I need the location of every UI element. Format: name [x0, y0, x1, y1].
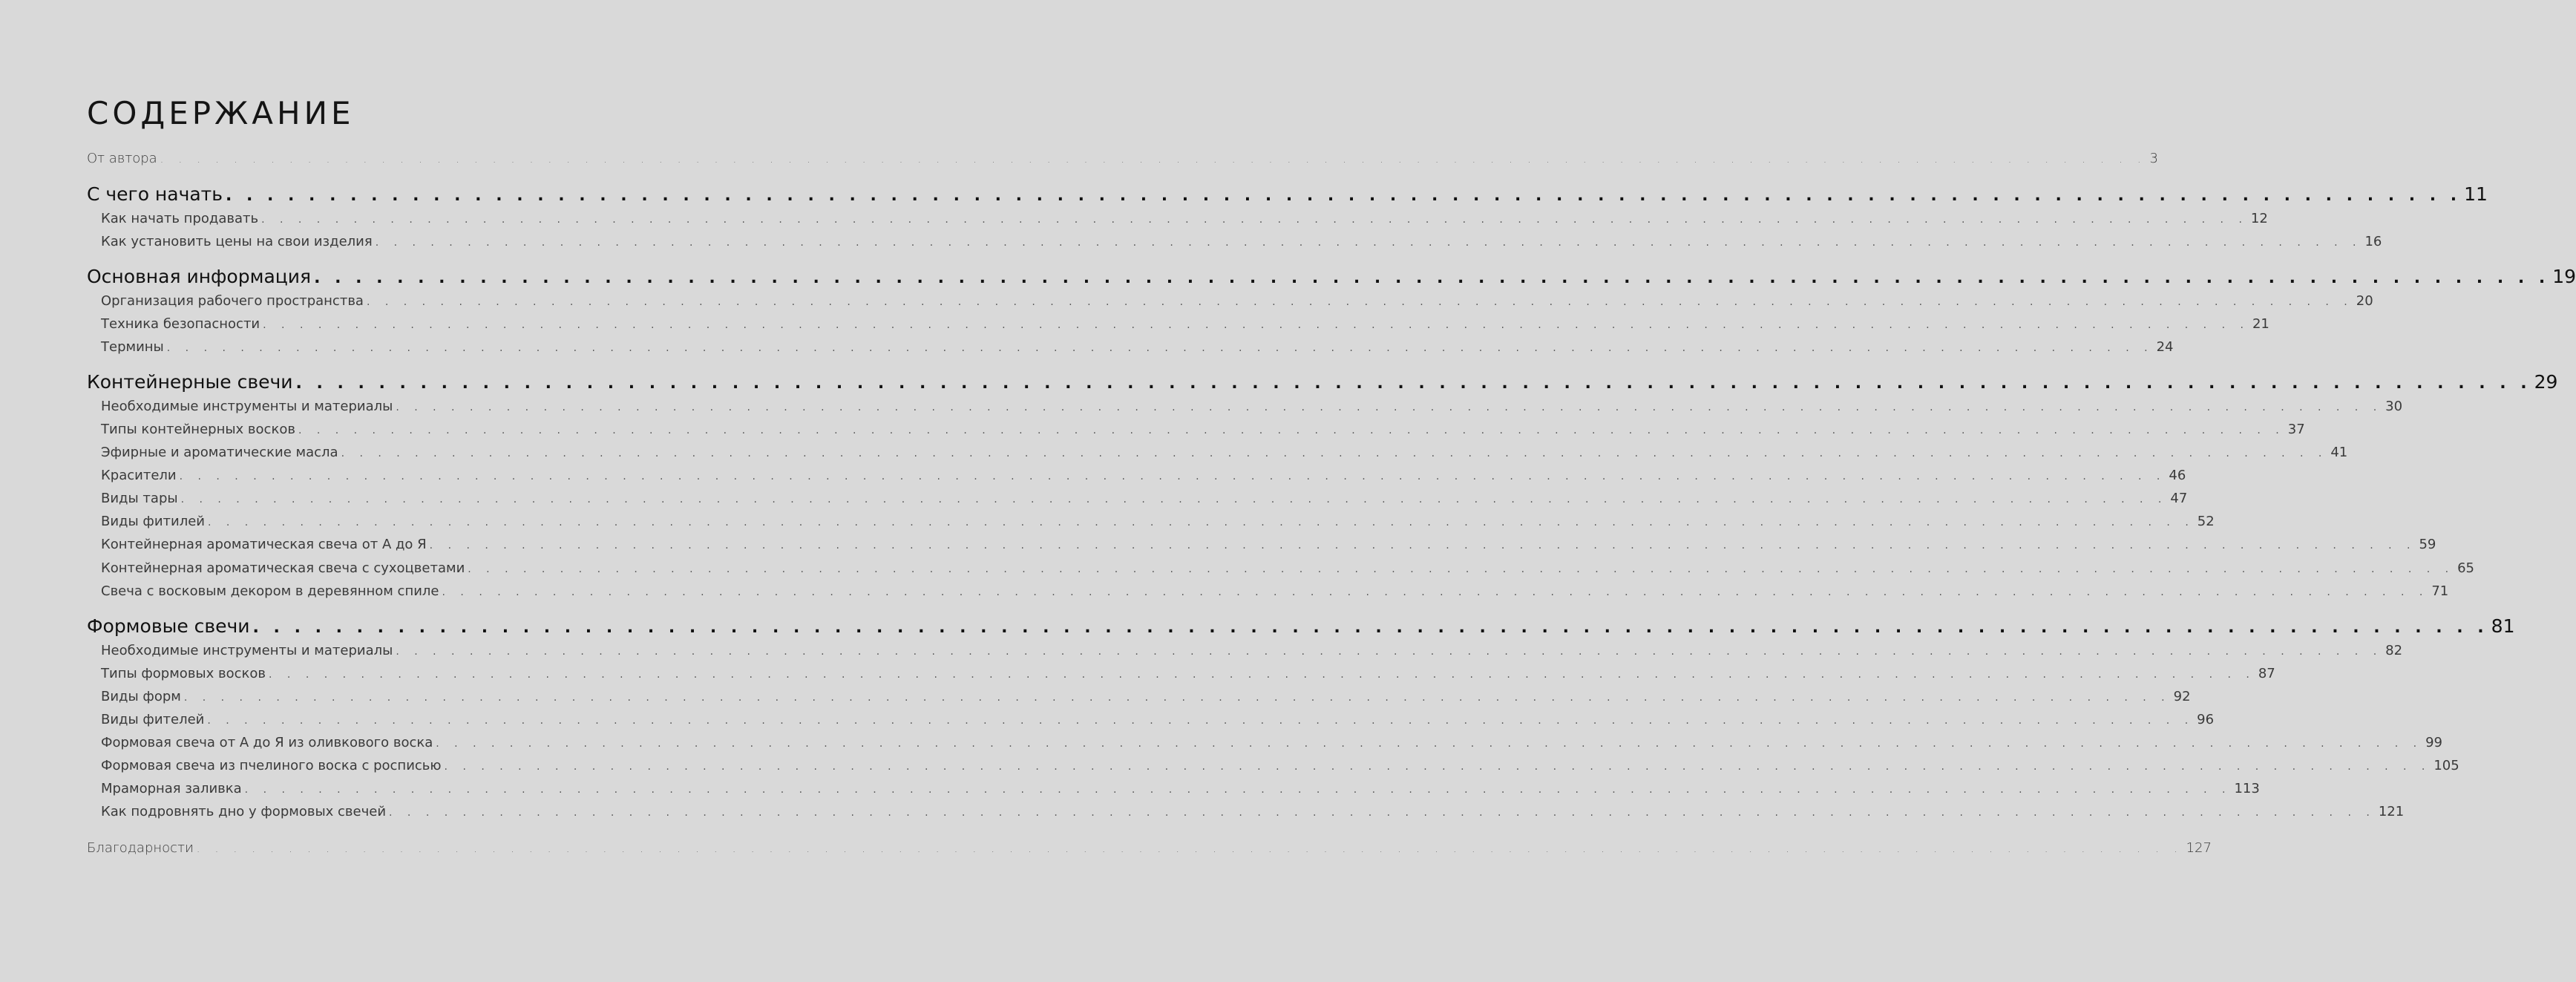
leader-dots: . . . . . . . . . . . . . . . . . . . . . . . . . . . . . . . . . . . . . . . . . . . . . . . . . . . . . . . . . . . . . . . . . . . . . . . . . . . . . . . . . . . . . . . . . . . . . . . . . . . . . . . . . . . . — [389, 807, 2376, 819]
toc-entry-acknowledgements[interactable] — [87, 840, 2212, 856]
entry-title: Типы формовых восков — [101, 666, 266, 681]
toc-entry[interactable] — [101, 712, 2215, 727]
entry-title: Формовая свеча от А до Я из оливкового воска — [101, 735, 433, 750]
entry-title: Виды фитилей — [101, 514, 205, 529]
leader-dots: . . . . . . . . . . . . . . . . . . . . . . . . . . . . . . . . . . . . . . . . . . . . . . . . . . . . . . . . . . . . . . . . . . . . . . . . . . . . . . . . . . . . . . . . . . . . . . . . . . . . . . . . . . . . — [183, 692, 2171, 704]
leader-dots: . . . . . . . . . . . . . . . . . . . . . . . . . . . . . . . . . . . . . . . . . . . . . . . . . . . . . . . . . . . . . . . . . . . . . . . . . . . . . . . . . . . . . . . . . . . . . . . . . . . . . . . . . . . . — [429, 540, 2416, 551]
entry-page: 11 — [2464, 183, 2488, 205]
entry-title: Типы контейнерных восков — [101, 422, 295, 437]
entry-page: 46 — [2169, 468, 2186, 483]
entry-title: Благодарности — [87, 840, 194, 856]
entry-page: 65 — [2457, 560, 2474, 576]
leader-dots: . . . . . . . . . . . . . . . . . . . . . . . . . . . . . . . . . . . . . . . . . . . . . . . . . . . . . . . . . . . . . . . . . . . . . . . . . . . . . . . . . . . . . . . . . . . . . . . . . . . . . . . . . . . . — [375, 237, 2362, 249]
toc-chapter[interactable] — [87, 371, 2558, 393]
toc-entry[interactable] — [101, 211, 2268, 226]
leader-dots: . . . . . . . . . . . . . . . . . . . . . . . . . . . . . . . . . . . . . . . . . . . . . . . . . . . . . . . . . . . . . . . . . . . . . . . . . . . . . . . . . . . . . . . . . . . . . . . . . . . . . . . . . . . . — [180, 494, 2168, 505]
entry-title: Организация рабочего пространства — [101, 293, 364, 309]
toc-entry-intro[interactable] — [87, 151, 2158, 166]
leader-dots: . . . . . . . . . . . . . . . . . . . . . . . . . . . . . . . . . . . . . . . . . . . . . . . . . . . . . . . . . . . . . . . . . . . . . . . . . . . . . . . . . . . . . . . . . . . . . . . . . . . . . . . . . . . . — [314, 269, 2550, 287]
entry-title: Необходимые инструменты и материалы — [101, 643, 393, 658]
entry-page: 113 — [2234, 781, 2260, 796]
toc-entry[interactable] — [101, 234, 2382, 249]
entry-title: Формовые свечи — [87, 615, 250, 637]
toc-chapter[interactable] — [87, 266, 2576, 287]
entry-page: 59 — [2419, 537, 2436, 552]
entry-page: 52 — [2197, 514, 2215, 529]
toc-entry[interactable] — [101, 491, 2188, 506]
entry-page: 30 — [2385, 399, 2403, 414]
entry-page: 87 — [2258, 666, 2275, 681]
entry-page: 105 — [2434, 758, 2459, 773]
leader-dots: . . . . . . . . . . . . . . . . . . . . . . . . . . . . . . . . . . . . . . . . . . . . . . . . . . . . . . . . . . . . . . . . . . . . . . . . . . . . . . . . . . . . . . . . . . . . . . . . . . . . . . . . . . . . — [196, 843, 2183, 855]
toc-entry[interactable] — [101, 468, 2186, 483]
entry-page: 16 — [2364, 234, 2382, 249]
entry-title: Необходимые инструменты и материалы — [101, 399, 393, 414]
entry-title: Формовая свеча из пчелиного воска с росписью — [101, 758, 442, 773]
entry-title: Основная информация — [87, 266, 312, 287]
toc-entry[interactable] — [101, 583, 2449, 599]
entry-page: 127 — [2186, 840, 2212, 856]
leader-dots: . . . . . . . . . . . . . . . . . . . . . . . . . . . . . . . . . . . . . . . . . . . . . . . . . . . . . . . . . . . . . . . . . . . . . . . . . . . . . . . . . . . . . . . . . . . . . . . . . . . . . . . . . . . . — [207, 715, 2195, 727]
leader-dots: . . . . . . . . . . . . . . . . . . . . . . . . . . . . . . . . . . . . . . . . . . . . . . . . . . . . . . . . . . . . . . . . . . . . . . . . . . . . . . . . . . . . . . . . . . . . . . . . . . . . . . . . . . . . — [444, 761, 2431, 773]
leader-dots: . . . . . . . . . . . . . . . . . . . . . . . . . . . . . . . . . . . . . . . . . . . . . . . . . . . . . . . . . . . . . . . . . . . . . . . . . . . . . . . . . . . . . . . . . . . . . . . . . . . . . . . . . . . . — [269, 669, 2255, 681]
toc-entry[interactable] — [101, 758, 2459, 773]
entry-title: Техника безопасности — [101, 316, 260, 332]
entry-title: Красители — [101, 468, 177, 483]
entry-page: 82 — [2385, 643, 2403, 658]
entry-page: 121 — [2378, 804, 2405, 819]
entry-page: 24 — [2156, 339, 2174, 355]
entry-title: Как начать продавать — [101, 211, 259, 226]
leader-dots: . . . . . . . . . . . . . . . . . . . . . . . . . . . . . . . . . . . . . . . . . . . . . . . . . . . . . . . . . . . . . . . . . . . . . . . . . . . . . . . . . . . . . . . . . . . . . . . . . . . . . . . . . . . . — [436, 738, 2423, 750]
toc-entry[interactable] — [101, 781, 2260, 796]
leader-dots: . . . . . . . . . . . . . . . . . . . . . . . . . . . . . . . . . . . . . . . . . . . . . . . . . . . . . . . . . . . . . . . . . . . . . . . . . . . . . . . . . . . . . . . . . . . . . . . . . . . . . . . . . . . . — [366, 296, 2353, 308]
leader-dots: . . . . . . . . . . . . . . . . . . . . . . . . . . . . . . . . . . . . . . . . . . . . . . . . . . . . . . . . . . . . . . . . . . . . . . . . . . . . . . . . . . . . . . . . . . . . . . . . . . . . . . . . . . . . — [160, 154, 2147, 166]
leader-dots: . . . . . . . . . . . . . . . . . . . . . . . . . . . . . . . . . . . . . . . . . . . . . . . . . . . . . . . . . . . . . . . . . . . . . . . . . . . . . . . . . . . . . . . . . . . . . . . . . . . . . . . . . . . . — [207, 517, 2195, 528]
entry-title: Термины — [101, 339, 164, 355]
leader-dots: . . . . . . . . . . . . . . . . . . . . . . . . . . . . . . . . . . . . . . . . . . . . . . . . . . . . . . . . . . . . . . . . . . . . . . . . . . . . . . . . . . . . . . . . . . . . . . . . . . . . . . . . . . . . — [263, 319, 2249, 331]
entry-title: Эфирные и ароматические масла — [101, 445, 338, 460]
leader-dots: . . . . . . . . . . . . . . . . . . . . . . . . . . . . . . . . . . . . . . . . . . . . . . . . . . . . . . . . . . . . . . . . . . . . . . . . . . . . . . . . . . . . . . . . . . . . . . . . . . . . . . . . . . . . — [225, 186, 2462, 205]
entry-title: Как установить цены на свои изделия — [101, 234, 373, 249]
entry-title: Мраморная заливка — [101, 781, 242, 796]
entry-page: 3 — [2149, 151, 2158, 166]
page-title: СОДЕРЖАНИЕ — [87, 95, 355, 131]
toc-entry[interactable] — [101, 560, 2474, 576]
leader-dots: . . . . . . . . . . . . . . . . . . . . . . . . . . . . . . . . . . . . . . . . . . . . . . . . . . . . . . . . . . . . . . . . . . . . . . . . . . . . . . . . . . . . . . . . . . . . . . . . . . . . . . . . . . . . — [252, 618, 2488, 637]
entry-page: 47 — [2170, 491, 2188, 506]
entry-page: 71 — [2431, 583, 2449, 599]
entry-page: 12 — [2250, 211, 2268, 226]
entry-title: С чего начать — [87, 183, 223, 205]
toc-entry[interactable] — [101, 666, 2275, 681]
entry-page: 19 — [2552, 266, 2576, 287]
leader-dots: . . . . . . . . . . . . . . . . . . . . . . . . . . . . . . . . . . . . . . . . . . . . . . . . . . . . . . . . . . . . . . . . . . . . . . . . . . . . . . . . . . . . . . . . . . . . . . . . . . . . . . . . . . . . — [244, 784, 2232, 796]
toc-entry[interactable] — [101, 643, 2403, 658]
entry-page: 81 — [2491, 615, 2515, 637]
entry-page: 99 — [2425, 735, 2442, 750]
entry-page: 41 — [2330, 445, 2348, 460]
entry-title: Как подровнять дно у формовых свечей — [101, 804, 387, 819]
entry-title: Свеча с восковым декором в деревянном спиле — [101, 583, 439, 599]
leader-dots: . . . . . . . . . . . . . . . . . . . . . . . . . . . . . . . . . . . . . . . . . . . . . . . . . . . . . . . . . . . . . . . . . . . . . . . . . . . . . . . . . . . . . . . . . . . . . . . . . . . . . . . . . . . . — [442, 586, 2429, 598]
entry-title: Виды форм — [101, 689, 181, 704]
toc-entry[interactable] — [101, 804, 2405, 819]
entry-title: От автора — [87, 151, 157, 166]
entry-page: 37 — [2287, 422, 2305, 437]
entry-title: Виды тары — [101, 491, 178, 506]
toc-entry[interactable] — [101, 689, 2191, 704]
toc-entry[interactable] — [101, 422, 2305, 437]
leader-dots: . . . . . . . . . . . . . . . . . . . . . . . . . . . . . . . . . . . . . . . . . . . . . . . . . . . . . . . . . . . . . . . . . . . . . . . . . . . . . . . . . . . . . . . . . . . . . . . . . . . . . . . . . . . . — [341, 448, 2328, 459]
toc-chapter[interactable] — [87, 615, 2515, 637]
leader-dots: . . . . . . . . . . . . . . . . . . . . . . . . . . . . . . . . . . . . . . . . . . . . . . . . . . . . . . . . . . . . . . . . . . . . . . . . . . . . . . . . . . . . . . . . . . . . . . . . . . . . . . . . . . . . — [298, 425, 2285, 436]
entry-title: Виды фителей — [101, 712, 205, 727]
entry-title: Контейнерная ароматическая свеча с сухоцветами — [101, 560, 465, 576]
entry-page: 29 — [2534, 371, 2558, 393]
leader-dots: . . . . . . . . . . . . . . . . . . . . . . . . . . . . . . . . . . . . . . . . . . . . . . . . . . . . . . . . . . . . . . . . . . . . . . . . . . . . . . . . . . . . . . . . . . . . . . . . . . . . . . . . . . . . — [396, 402, 2383, 413]
toc-entry[interactable] — [101, 399, 2403, 414]
entry-page: 96 — [2197, 712, 2215, 727]
leader-dots: . . . . . . . . . . . . . . . . . . . . . . . . . . . . . . . . . . . . . . . . . . . . . . . . . . . . . . . . . . . . . . . . . . . . . . . . . . . . . . . . . . . . . . . . . . . . . . . . . . . . . . . . . . . . — [166, 342, 2154, 354]
leader-dots: . . . . . . . . . . . . . . . . . . . . . . . . . . . . . . . . . . . . . . . . . . . . . . . . . . . . . . . . . . . . . . . . . . . . . . . . . . . . . . . . . . . . . . . . . . . . . . . . . . . . . . . . . . . . — [468, 563, 2455, 575]
entry-title: Контейнерные свечи — [87, 371, 293, 393]
leader-dots: . . . . . . . . . . . . . . . . . . . . . . . . . . . . . . . . . . . . . . . . . . . . . . . . . . . . . . . . . . . . . . . . . . . . . . . . . . . . . . . . . . . . . . . . . . . . . . . . . . . . . . . . . . . . — [261, 214, 2248, 226]
toc-entry[interactable] — [101, 293, 2373, 309]
entry-page: 92 — [2173, 689, 2191, 704]
leader-dots: . . . . . . . . . . . . . . . . . . . . . . . . . . . . . . . . . . . . . . . . . . . . . . . . . . . . . . . . . . . . . . . . . . . . . . . . . . . . . . . . . . . . . . . . . . . . . . . . . . . . . . . . . . . . — [179, 471, 2166, 482]
leader-dots: . . . . . . . . . . . . . . . . . . . . . . . . . . . . . . . . . . . . . . . . . . . . . . . . . . . . . . . . . . . . . . . . . . . . . . . . . . . . . . . . . . . . . . . . . . . . . . . . . . . . . . . . . . . . — [295, 374, 2531, 393]
toc-entry[interactable] — [101, 537, 2436, 552]
toc-entry[interactable] — [101, 735, 2442, 750]
entry-title: Контейнерная ароматическая свеча от А до Я — [101, 537, 427, 552]
toc-chapter[interactable] — [87, 183, 2488, 205]
entry-page: 20 — [2356, 293, 2373, 309]
entry-page: 21 — [2252, 316, 2269, 332]
toc-entry[interactable] — [101, 316, 2269, 332]
leader-dots: . . . . . . . . . . . . . . . . . . . . . . . . . . . . . . . . . . . . . . . . . . . . . . . . . . . . . . . . . . . . . . . . . . . . . . . . . . . . . . . . . . . . . . . . . . . . . . . . . . . . . . . . . . . . — [396, 646, 2383, 658]
toc-entry[interactable] — [101, 514, 2215, 529]
toc-entry[interactable] — [101, 339, 2174, 355]
toc-entry[interactable] — [101, 445, 2348, 460]
